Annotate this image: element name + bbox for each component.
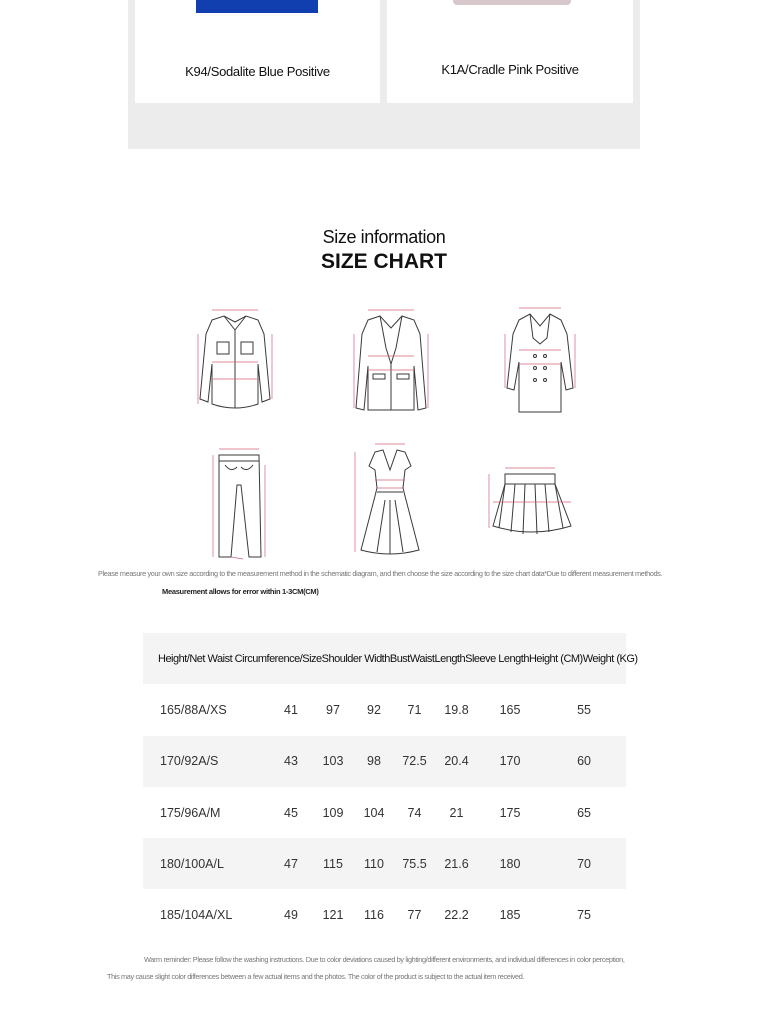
- size-table-value-cell: 21: [449, 805, 464, 820]
- size-table-value-cell: 41: [284, 702, 298, 717]
- size-table-value-cell: 121: [322, 908, 344, 923]
- coat-icon: [495, 304, 585, 416]
- size-table-value-cell: 75: [577, 908, 591, 923]
- size-table-row: [143, 736, 626, 787]
- skirt-icon: [485, 462, 580, 542]
- size-table-value-cell: 97: [326, 702, 340, 717]
- size-table-value-cell: 116: [364, 908, 384, 923]
- color-swatch-image: [196, 0, 318, 13]
- size-table-row: [143, 684, 626, 735]
- size-table-value-cell: 71: [407, 702, 422, 717]
- color-option-label: K94/Sodalite Blue Positive: [185, 64, 330, 79]
- size-table-value-cell: 185: [499, 908, 521, 923]
- size-table-size-cell: 175/96A/M: [160, 805, 221, 820]
- shirt-icon: [190, 304, 280, 416]
- size-table-value-cell: 104: [363, 805, 385, 820]
- size-table-value-cell: 55: [577, 702, 591, 717]
- color-option-cradle-pink[interactable]: [387, 0, 633, 103]
- size-table-value-cell: 75.5: [402, 856, 427, 871]
- size-table-value-cell: 43: [284, 754, 298, 769]
- size-table-value-cell: 165: [499, 702, 521, 717]
- size-table: [143, 633, 638, 941]
- size-table-value-cell: 72.5: [402, 754, 427, 769]
- size-table-value-cell: 22.2: [444, 908, 469, 923]
- size-table-value-cell: 170: [499, 754, 521, 769]
- size-table-size-cell: 170/92A/S: [160, 754, 219, 769]
- measurement-diagrams: [0, 290, 768, 565]
- blazer-icon: [346, 304, 436, 416]
- size-table-value-cell: 74: [407, 805, 422, 820]
- size-table-value-cell: 77: [407, 908, 422, 923]
- size-table-value-cell: 60: [577, 754, 591, 769]
- size-table-value-cell: 110: [364, 856, 384, 871]
- size-table-value-cell: 19.8: [444, 702, 469, 717]
- size-table-value-cell: 98: [367, 754, 381, 769]
- washing-reminder-line-2: This may cause slight color differences between a few actual items and the photos. The color of the product is subject to the actual item received.: [107, 972, 525, 981]
- size-information-title: Size information: [322, 227, 446, 247]
- trousers-icon: [205, 445, 275, 563]
- size-table-value-cell: 65: [577, 805, 591, 820]
- measurement-error-note: Measurement allows for error within 1-3CM(CM): [162, 587, 319, 596]
- size-table-header: [143, 633, 626, 684]
- size-table-size-cell: 165/88A/XS: [160, 702, 227, 717]
- size-table-value-cell: 21.6: [444, 856, 469, 871]
- size-table-size-cell: 180/100A/L: [160, 856, 224, 871]
- size-table-row: [143, 889, 626, 940]
- dress-icon: [345, 440, 435, 562]
- size-table-value-cell: 20.4: [444, 754, 469, 769]
- size-table-value-cell: 109: [322, 805, 344, 820]
- color-options-panel: [128, 0, 640, 149]
- color-option-sodalite-blue[interactable]: [135, 0, 380, 103]
- color-swatch-image: [453, 0, 571, 5]
- size-chart-title: SIZE CHART: [321, 250, 447, 273]
- size-table-value-cell: 103: [322, 754, 344, 769]
- measurement-note: Please measure your own size according to the measurement method in the schematic diagram, and then choose the size according to the size chart data*Due to different measurement methods.: [98, 569, 663, 578]
- size-table-value-cell: 92: [367, 702, 381, 717]
- size-table-row: [143, 838, 626, 889]
- size-table-row: [143, 787, 626, 838]
- size-table-value-cell: 180: [499, 856, 521, 871]
- size-table-value-cell: 47: [284, 856, 298, 871]
- washing-reminder-line-1: Warm reminder: Please follow the washing instructions. Due to color deviations caused by lighting/different environments, and individual differences in color perception,: [144, 955, 625, 964]
- color-option-label: K1A/Cradle Pink Positive: [441, 62, 579, 77]
- size-table-value-cell: 115: [323, 856, 343, 871]
- size-table-value-cell: 70: [577, 856, 591, 871]
- size-table-value-cell: 175: [499, 805, 521, 820]
- size-table-value-cell: 45: [284, 805, 298, 820]
- size-table-value-cell: 49: [284, 908, 298, 923]
- size-table-header-text: Height/Net Waist Circumference/SizeShoulder WidthBustWaistLengthSleeve LengthHeight (CM)Weight (KG): [158, 652, 638, 665]
- size-table-size-cell: 185/104A/XL: [160, 908, 233, 923]
